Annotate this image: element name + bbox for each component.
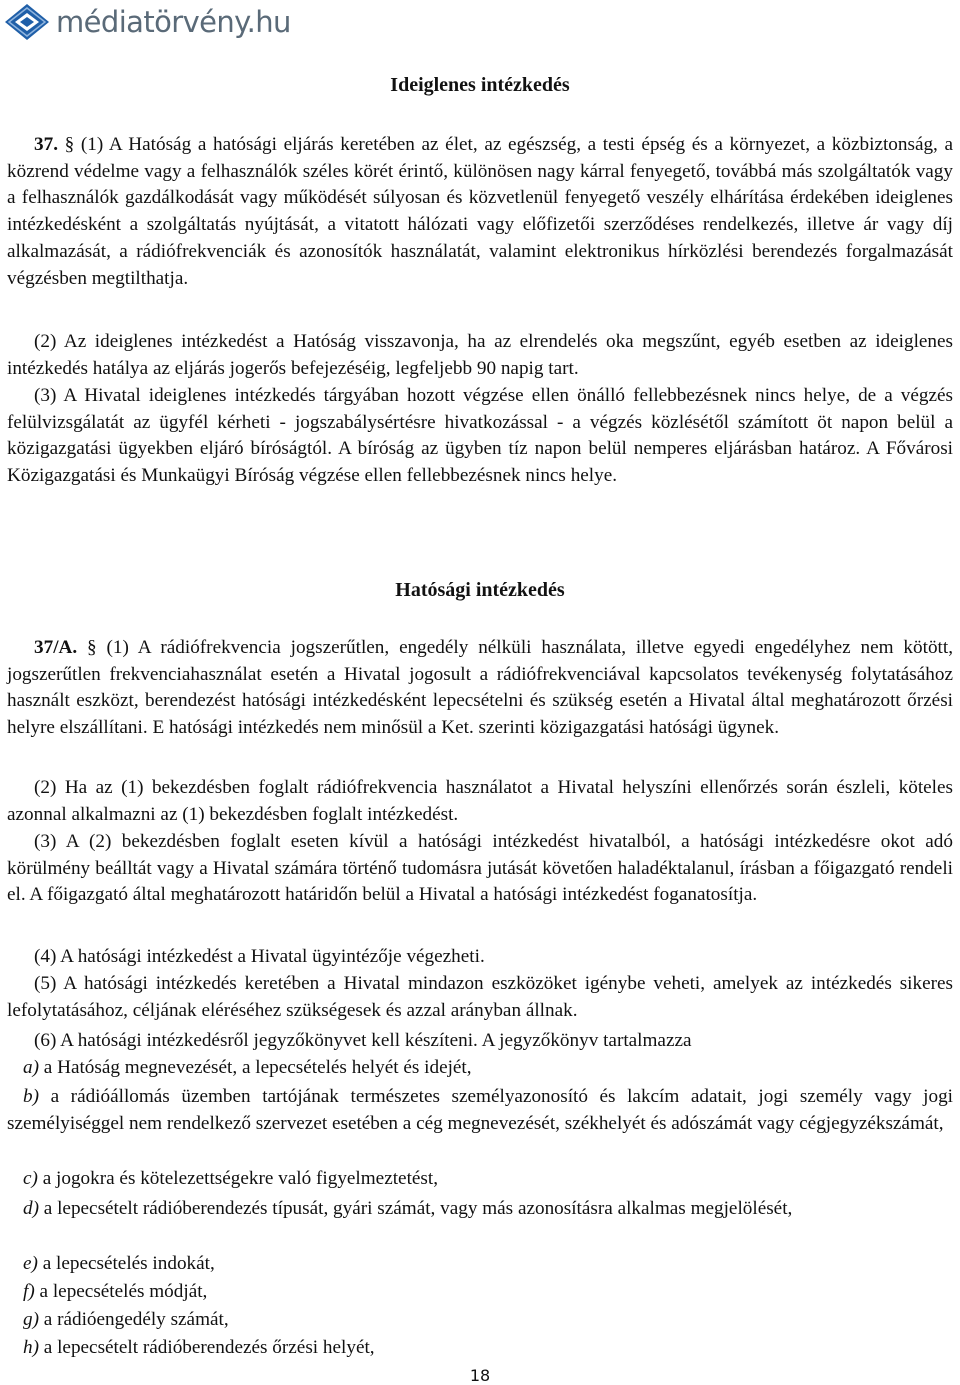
list-item-b (7, 1084, 953, 1137)
paragraph-text: (1) A Hatóság a hatósági eljárás keretében az élet, az egészség, a testi épség és a környezet, a közbiztonság, a közrend védelme vagy a felhasználók széles körét érintő, különösen nagy kárral fenyegető, továbbá más szolgáltatók vagy a felhasználók gazdálkodását vagy működését súlyosan és közvetlenül fenyegető veszély elhárítása érdekében ideiglenes intézkedésként a szolgáltatás nyújtását, a vitatott hálózati vagy előfizetői szerződéses rendelkezés, illetve ár vagy díj alkalmazását, a rádiófrekvenciák és azonosítók használatát, valamint elektronikus hírközlési berendezés forgalmazását végzésben megtilthatja. (7, 134, 954, 289)
list-letter: a) (23, 1057, 39, 1078)
list-text: a lepecsételt rádióberendezés őrzési helyét, (43, 1337, 375, 1358)
list-text: a jogokra és kötelezettségekre való figyelmeztetést, (42, 1168, 439, 1189)
section-sign: § (64, 134, 75, 155)
list-letter: g) (23, 1309, 39, 1330)
list-item-f (7, 1279, 953, 1306)
list-item-h (7, 1335, 953, 1362)
list-text: a lepecsételés indokát, (42, 1253, 215, 1274)
paragraph-37a-3: (3) A (2) bekezdésben foglalt eseten kívül a hatósági intézkedést hivatalból, a hatósági intézkedésre okot adó körülmény beálltát vagy a Hivatal számára történő tudomásra jutását követően haladéktalanul, írásban a főigazgató rendeli el. A főigazgató által meghatározott határidőn belül a Hivatal a hatósági intézkedést foganatosítja. (7, 831, 953, 906)
site-logo[interactable] (4, 2, 291, 42)
list-letter: e) (23, 1253, 38, 1274)
list-text: a lepecsételt rádióberendezés típusát, gyári számát, vagy más azonosításra alkalmas megjelölését, (43, 1198, 793, 1219)
paragraph-37a-6: (6) A hatósági intézkedésről jegyzőkönyvet kell készíteni. A jegyzőkönyv tartalmazza (34, 1030, 692, 1051)
paragraph-37a-2: (2) Ha az (1) bekezdésben foglalt rádiófrekvencia használatot a Hivatal helyszíni ellenőrzés során észleli, köteles azonnal alkalmazni az (1) bekezdésben foglalt intézkedést. (7, 777, 953, 825)
section-sign: § (87, 637, 97, 658)
list-text: a Hatóság megnevezését, a lepecsételés helyét és idejét, (43, 1057, 472, 1078)
paragraph-37a-1 (7, 635, 953, 742)
list-letter: c) (23, 1168, 38, 1189)
paragraph-text: (1) A rádiófrekvencia jogszerűtlen, engedély nélküli használata, illetve egyedi engedélyhez nem kötött, jogszerűtlen frekvenciahasználat esetén a Hivatal jogosult a rádiófrekvenciával kapcsolatos tevékenység folytatásához használt eszközt, berendezést hatósági intézkedésként lepecsételni és szükség esetén a Hivatal által meghatározott őrzési helyre elszállítani. E hatósági intézkedés nem minősül a Ket. szerinti közigazgatási hatósági ügynek. (7, 637, 953, 739)
logo-diamond-icon (4, 3, 50, 41)
list-letter: f) (23, 1281, 35, 1302)
list-item-c (7, 1166, 953, 1193)
paragraph-37a-4: (4) A hatósági intézkedést a Hivatal ügyintézője végezheti. (34, 946, 485, 967)
list-letter: h) (23, 1337, 39, 1358)
paragraph-number: 37/A. (34, 637, 78, 658)
list-text: a rádióengedély számát, (43, 1309, 229, 1330)
list-item-e (7, 1251, 953, 1278)
list-letter: d) (23, 1198, 39, 1219)
paragraph-37-2: (2) Az ideiglenes intézkedést a Hatóság visszavonja, ha az elrendelés oka megszűnt, egyéb esetben az ideiglenes intézkedés hatálya az eljárás jogerős befejezéséig, legfeljebb 90 napig tart. (7, 331, 953, 379)
list-item-g (7, 1307, 953, 1334)
page-number: 18 (469, 1366, 491, 1385)
section-heading-hatosagi: Hatósági intézkedés (395, 579, 565, 601)
paragraph-37-3: (3) A Hivatal ideiglenes intézkedés tárgyában hozott végzése ellen önálló fellebbezésnek nincs helye, de a végzés felülvizsgálatát az ügyfél kérheti - jogszabálysértésre hivatkozással - a végzés közlésétől számított öt napon belül a közigazgatási ügyekben eljáró bíróságtól. A bíróság az ügyben tíz napon belül nemperes eljárásban határoz. A Fővárosi Közigazgatási és Munkaügyi Bíróság végzése ellen fellebbezésnek nincs helye. (7, 385, 953, 487)
list-item-a (7, 1055, 953, 1082)
logo-text: médiatörvény.hu (56, 5, 291, 39)
paragraph-number: 37. (34, 134, 58, 155)
list-letter: b) (23, 1086, 39, 1107)
list-text: a rádióállomás üzemben tartójának természetes személyazonosító és lakcím adatait, jogi személy vagy jogi személyiséggel nem rendelkező szervezet esetében a cég megnevezését, székhelyét és adószámát vagy cégjegyzékszámát, (7, 1086, 954, 1134)
list-text: a lepecsételés módját, (39, 1281, 208, 1302)
paragraph-37a-5: (5) A hatósági intézkedés keretében a Hivatal mindazon eszközöket igénybe veheti, amelyek az intézkedés sikeres lefolytatásához, céljának eléréséhez szükségesek és azzal arányban állnak. (7, 973, 953, 1021)
section-heading-ideiglenes: Ideiglenes intézkedés (390, 74, 570, 96)
paragraph-37-1 (7, 132, 953, 292)
list-item-d (7, 1196, 953, 1223)
